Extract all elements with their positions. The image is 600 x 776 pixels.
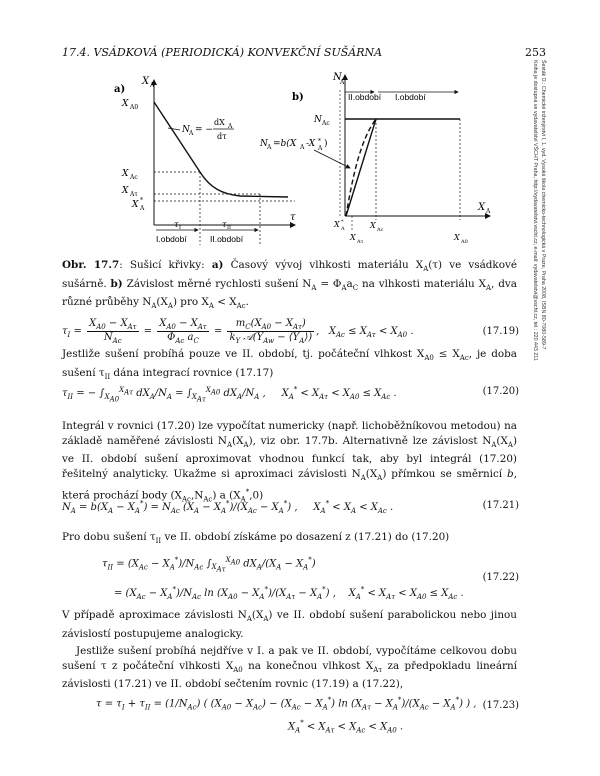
svg-text:A: A: [140, 205, 145, 212]
fig-a-t1: τ: [174, 220, 179, 229]
fig-a-period1: I.období: [156, 234, 187, 244]
svg-text:A: A: [340, 79, 345, 86]
svg-text:A0: A0: [461, 239, 468, 245]
svg-text:Aτ: Aτ: [130, 191, 138, 198]
fig-b-period2: II.období: [348, 92, 382, 102]
svg-text:Ac: Ac: [377, 227, 384, 233]
fig-a-xac: X: [122, 169, 129, 179]
equation-17-20: $\tau_{II}$ = − $\int_{X_{A0}}^{X_{A\tau}}$ $dX_A/N_A = \int_{X_{A\tau}}^{X_{A0}}$ $dX_A/N_A$ , $X_A^* < X_{A\tau} < X_{A0} \le X_{Ac}$ . (17.20): [62, 386, 519, 404]
fig-a-t2: τ: [222, 220, 227, 229]
svg-text:A: A: [318, 145, 323, 152]
svg-text:II: II: [227, 225, 231, 231]
fig-a-tau: τ: [290, 212, 296, 223]
svg-text:I: I: [179, 225, 181, 231]
svg-text:A: A: [189, 130, 194, 137]
svg-text:A: A: [228, 123, 233, 130]
fig-b-yaxis: N: [333, 72, 342, 83]
svg-text:Ac: Ac: [130, 174, 138, 181]
fig-a-yaxis: X: [142, 76, 150, 87]
fig-b-period1: I.období: [395, 92, 426, 102]
paragraph-5: Jestliže sušení probíhá nejdříve v I. a pak ve II. období, vypočítáme celkovou dobu sušení τ z počáteční vlhkosti $X_{A0}$ na konečnou vlhkost $X_{A\tau}$ za předpokladu lineární závislosti (17.21) ve II. období sečtením rovnic (17.19) a (17.22),: [62, 645, 517, 691]
equation-17-19: $\tau_I$ = $\frac{X_{A0} - X_{A\tau}}{N_{Ac}}$ = $\frac{X_{A0} - X_{A\tau}}{\Phi_{Ac} a_C}$ = $\frac{m_C(X_{A0} - X_{A\tau})}{k_Y 𝒜(Y_{Aw} - ⟨Y_A⟩)}$ , $X_{Ac} \le X_{A\tau} < X_{A0}$ . (17.19): [62, 318, 519, 345]
paragraph-1: Jestliže sušení probíhá pouze ve II. období, tj. počáteční vlhkost $X_{A0} \le X_{Ac}$, je doba sušení $\tau_{II}$ dána integrací rovnice (17.17): [62, 348, 517, 381]
fig-b-xac: X: [370, 221, 376, 230]
side-note-line2: Kniha je dostupná ve vydavatelství VŠCHT Praha, http://vydavatelstvi.vscht.cz, e-mail: vydavatelstvi@vscht.cz, tel.: 220 443 211: [532, 60, 538, 361]
equation-17-21: $N_A = b(X_A - X_A^*) = N_{Ac}$ $(X_A - X_A^*)/(X_{Ac} - X_A^*)$ , $X_A^* < X_A < X_{Ac}$ . (17.21): [62, 500, 519, 516]
fig-a-label: a): [114, 84, 126, 95]
fig-a-xa0: X: [122, 99, 129, 109]
fig-a-dx: dX: [214, 118, 225, 127]
fig-b-xaxis: X: [478, 202, 486, 213]
svg-text:A: A: [341, 226, 345, 232]
page-number: 253: [525, 46, 546, 59]
fig-b-line-rhs: =b(X: [273, 139, 297, 149]
fig-a-yaxis-sub: A: [150, 82, 155, 89]
fig-b-xa0: X: [454, 233, 460, 242]
svg-text:A0: A0: [130, 104, 139, 111]
svg-text:*: *: [140, 197, 143, 204]
fig-a-dt: dτ: [217, 132, 227, 141]
equation-17-22: $\tau_{II} = (X_{Ac} - X_A^*)/N_{Ac}$ $\int_{X_{A\tau}}^{X_{A0}}$ $dX_A/(X_A - X_A^*)$ = $(X_{Ac} - X_A^*)/N_{Ac}$ $\ln (X_{A0} - X_A^*)/(X_{A\tau} - X_A^*)$ , $X_A^* < X_{A\tau} < X_{A0} \le X_{Ac}$ . (17.22): [102, 556, 519, 602]
svg-text:*: *: [341, 219, 344, 225]
fig-a-xastar: X: [132, 200, 139, 210]
fig-a-rate: N: [182, 125, 190, 135]
side-note-line1: Šesták D.: Chemické inženýrství I, 1. vyd. Vysoká škola chemicko-technologická v Praze, Praha 2008, ISBN 80-7080-589-7: [540, 60, 546, 350]
svg-text:*: *: [318, 138, 321, 145]
paragraph-3: Pro dobu sušení $\tau_{II}$ ve II. období získáme po dosazení z (17.21) do (17.20): [62, 531, 450, 546]
svg-text:A: A: [300, 144, 305, 151]
figure-caption: Obr. 17.7: Sušicí křivky: a) Časový vývoj vlhkosti materiálu $X_A(\tau)$ ve vsádkové sušárně. b) Závislost měrné rychlosti sušení $N_A = \Phi_Aa_C$ na vlhkosti materiálu $X_A$, dva různé průběhy $N_A(X_A)$ pro $X_A < X_{Ac}$.: [62, 259, 517, 311]
fig-a-rate-rhs: = −: [195, 125, 213, 135]
fig-b-label: b): [292, 92, 304, 103]
caption-label: Obr. 17.7: [62, 259, 120, 271]
svg-text:Ac: Ac: [322, 120, 330, 127]
svg-text:A: A: [267, 144, 272, 151]
running-header: 17.4. VSÁDKOVÁ (PERIODICKÁ) KONVEKČNÍ SUŠÁRNA: [62, 46, 383, 59]
paragraph-2: Integrál v rovnici (17.20) lze vypočítat numericky (např. lichoběžníkovou metodou) na základě naměřené závislosti $N_A(X_A)$, viz obr. 17.7b. Alternativně lze závislost $N_A(X_A)$ ve II. období sušení aproximovat vhodnou funkcí tak, aby byl integrál (17.20) řešitelný analyticky. Ukažme si aproximaci závislosti $N_A(X_A)$ přímkou se směrnicí b, která prochází body $(X_{Ac},N_{Ac})$ a $(X_A^*,0)$: [62, 420, 518, 504]
fig-b-xastar: X: [334, 220, 340, 229]
fig-b-line: N: [260, 139, 268, 149]
svg-text:Aτ: Aτ: [357, 239, 364, 245]
fig-a-period2: II.období: [210, 234, 244, 244]
figure-a: [110, 70, 300, 250]
side-note: [521, 60, 547, 420]
svg-text:): ): [324, 139, 328, 149]
svg-text:A: A: [486, 208, 491, 215]
fig-b-nac: N: [314, 115, 322, 125]
equation-17-23: $\tau = \tau_I + \tau_{II} = (1/N_{Ac})$ ( $(X_{A0} - X_{Ac}) - (X_{Ac} - X_A^*)$ $\ln (X_{A\tau} - X_A^*)/(X_{Ac} - X_A^*)$ ) , $X_A^* < X_{A\tau} < X_{Ac} < X_{A0}$ . (17.23): [96, 696, 519, 735]
fig-b-xat: X: [350, 233, 356, 242]
paragraph-4: V případě aproximace závislosti $N_A(X_A)$ ve II. období sušení parabolickou nebo jinou závislostí postupujeme analogicky.: [62, 609, 517, 640]
fig-a-xat: X: [122, 186, 129, 196]
figure-b: [260, 70, 500, 250]
svg-text:-X: -X: [306, 139, 316, 149]
